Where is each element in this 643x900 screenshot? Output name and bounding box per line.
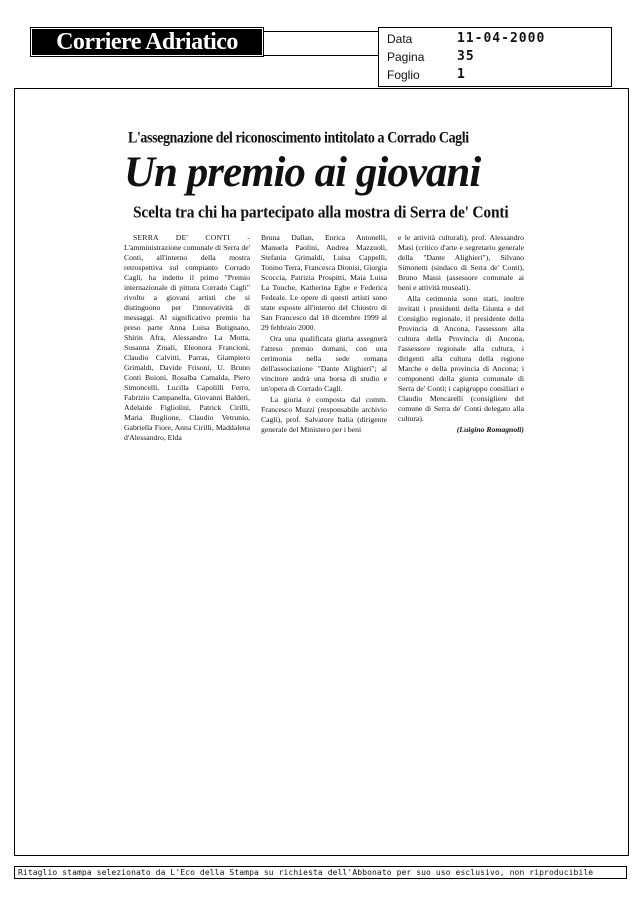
paragraph: SERRA DE' CONTI - L'amministrazione comunale di Serra de' Conti, all'interno della mostra retrospettiva sul compianto Corrado Cagli, ha indetto il primo "Premio internazionale di pittura Corrado Cagli" rivolto a giovani artisti che si distinguono per l'innovatività di messaggi. Al significativo premio ha preso parte Anna Luisa Butignano, Shirin Afra, Alessandro La Motta, Susanna Zinali, Eleonora Francioni, Claudio Calvitti, Parras, Giampiero Grimaldi, Davide Frisoni, U. Bruno Conti Buioni, Rosalba Camalda, Piero Simoncelli, Lucilla Capolilli Ferro, Fabrizio Campanella, Giovanni Balderi, Adelaide Figliolini, Patrick Cirilli, Maria Buglione, Claudio Vetrunio, Gabriella Fiore, Anna Cirilli, Maddalena d'Alessandro, Elda <box>124 233 250 442</box>
meta-row-sheet <box>379 68 611 82</box>
article-subtitle: Scelta tra chi ha partecipato alla mostra di Serra de' Conti <box>133 203 509 222</box>
meta-value-date: 11-04-2000 <box>457 31 546 46</box>
paragraph: La giuria è composta dal comm. Francesco Muzzi (responsabile archivio Cagli), prof. Salvatore Italia (dirigente generale del Ministero per i beni <box>261 395 387 434</box>
paragraph: e le attività culturali), prof. Alessandro Masi (critico d'arte e segretario generale della "Dante Alighieri"), Silvano Simonetti (sindaco di Serra de' Conti), Bruno Massi (assessore comunale ai beni e attività museali). <box>398 233 524 292</box>
header-rule-bottom <box>264 55 378 56</box>
meta-value-page: 35 <box>457 49 475 64</box>
article-column-2 <box>261 233 387 444</box>
footer-disclaimer <box>14 866 627 879</box>
article-column-1 <box>124 233 250 444</box>
paragraph: Bruna Dallan, Enrica Antonelli, Manuela Paolini, Andrea Mazzuoli, Stefania Grimaldi, Luisa Cappelli, Tonino Terra, Francesca Dionisi, Giorgia Scoccia, Patrizia Prospitti, Maia Luisa La Touche, Katherina Egbe e Federica Fedeale. Le opere di questi artisti sono state esposte all'interno del Chiostro di San Francesco dal 18 dicembre 1999 al 29 febbraio 2000. <box>261 233 387 332</box>
paragraph: Alla cerimonia sono stati, inoltre invitati i presidenti della Giunta e del Consiglio regionale, il presidente della Provincia di Ancona, l'assessore alla cultura della Provincia di Ancona, l'assessore regionale alla cultura, i dirigenti alla cultura della regione Marche e della provincia di Ancona; i componenti della giunta comunale di Serra de' Conti; i capigruppo consiliari e Claudio Mencarelli (consigliere del comune di Serra de' Conti delegato alla cultura). <box>398 294 524 423</box>
article-title: Un premio ai giovani <box>124 149 481 196</box>
meta-label-page: Pagina <box>387 50 425 64</box>
paragraph: Ora una qualificata giuria assegnerà l'atteso premio domani, con una cerimonia nella sede romana dell'associazione "Dante Alighieri"; al vincitore andrà una borsa di studio e un'opera di Corrado Cagli. <box>261 334 387 393</box>
article-columns <box>124 233 524 444</box>
meta-row-date <box>379 32 611 46</box>
masthead-title: Corriere Adriatico <box>56 28 238 55</box>
header-rule-top <box>264 31 378 32</box>
article-byline: (Luigino Romagnoli) <box>456 425 524 434</box>
meta-row-page <box>379 50 611 64</box>
clipping-meta-box <box>378 27 612 87</box>
meta-label-sheet: Foglio <box>387 68 420 82</box>
article-kicker: L'assegnazione del riconoscimento intitolato a Corrado Cagli <box>128 130 469 148</box>
newspaper-masthead <box>30 27 264 57</box>
meta-label-date: Data <box>387 32 413 46</box>
article-column-3 <box>398 233 524 444</box>
meta-value-sheet: 1 <box>457 67 466 82</box>
footer-disclaimer-text: Ritaglio stampa selezionato da L'Eco della Stampa su richiesta dell'Abbonato per suo uso esclusivo, non riproducibile <box>18 868 594 877</box>
